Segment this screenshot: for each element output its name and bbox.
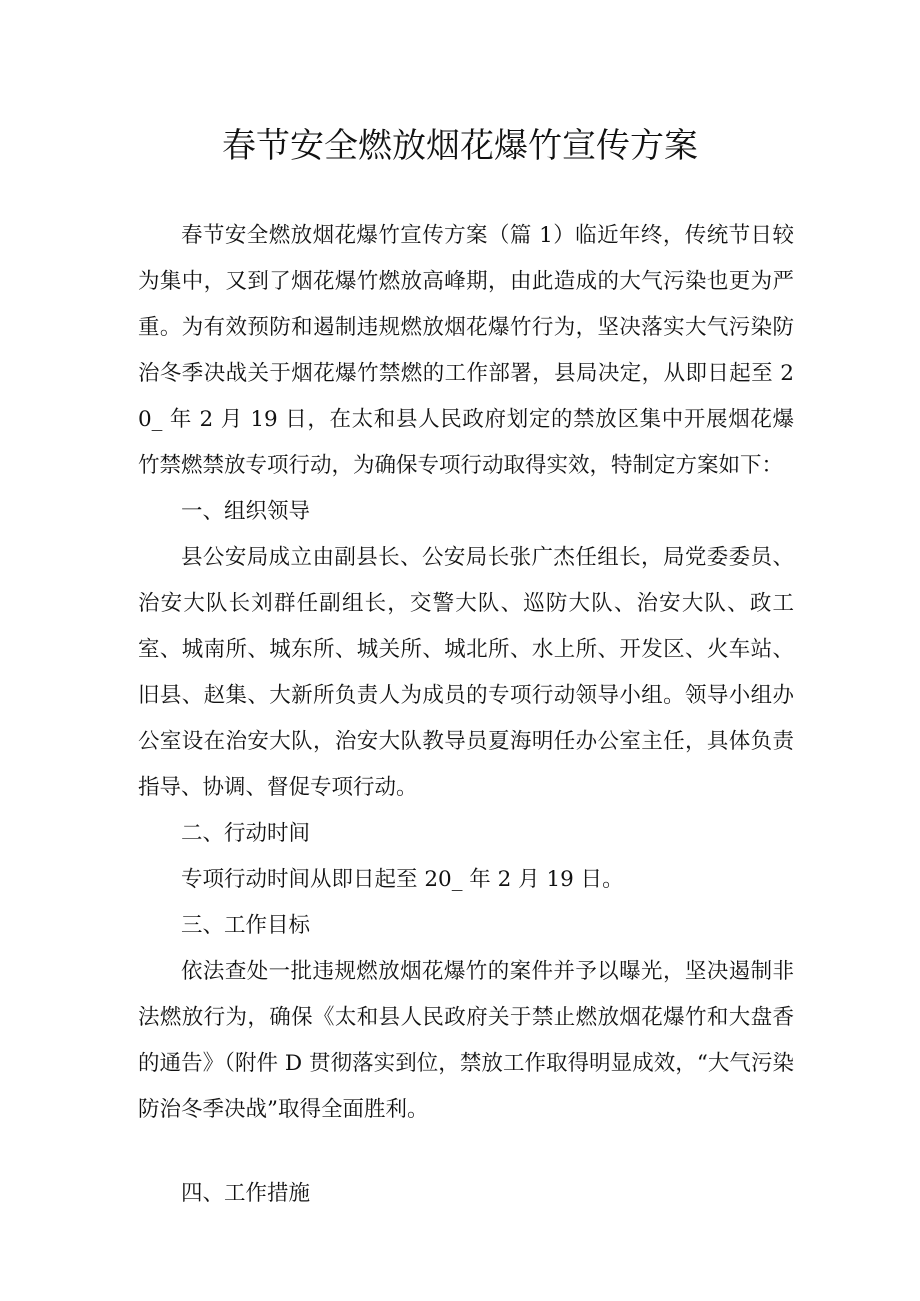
- section-heading-goals: 三、工作目标: [181, 913, 311, 938]
- section-heading-measures: 四、工作措施: [181, 1181, 311, 1206]
- document-body: [138, 213, 794, 1217]
- organization-paragraph: 县公安局成立由副县长、公安局长张广杰任组长，局党委委员、治安大队长刘群任副组长，交警大队、巡防大队、治安大队、政工室、城南所、城东所、城关所、城北所、水上所、开发区、火车站、旧县、赵集、大新所负责人为成员的专项行动领导小组。领导小组办公室设在治安大队，治安大队教导员夏海明任办公室主任，具体负责指导、协调、督促专项行动。: [138, 545, 794, 800]
- goals-paragraph: 依法查处一批违规燃放烟花爆竹的案件并予以曝光，坚决遏制非法燃放行为，确保《太和县人民政府关于禁止燃放烟花爆竹和大盘香的通告》（附件 D 贯彻落实到位，禁放工作取得明显成效，“大气污染防治冬季决战”取得全面胜利。: [138, 959, 794, 1122]
- section-heading-time: 二、行动时间: [181, 821, 311, 846]
- intro-paragraph: 春节安全燃放烟花爆竹宣传方案（篇 1）临近年终，传统节日较为集中，又到了烟花爆竹燃放高峰期，由此造成的大气污染也更为严重。为有效预防和遏制违规燃放烟花爆竹行为，坚决落实大气污染防治冬季决战关于烟花爆竹禁燃的工作部署，县局决定，从即日起至 20_ 年 2 月 19 日，在太和县人民政府划定的禁放区集中开展烟花爆竹禁燃禁放专项行动，为确保专项行动取得实效，特制定方案如下：: [138, 223, 794, 478]
- document-title: 春节安全燃放烟花爆竹宣传方案: [222, 126, 698, 166]
- time-paragraph: 专项行动时间从即日起至 20_ 年 2 月 19 日。: [181, 867, 624, 892]
- paragraph-spacer: [138, 1133, 794, 1171]
- section-heading-organization: 一、组织领导: [181, 499, 311, 524]
